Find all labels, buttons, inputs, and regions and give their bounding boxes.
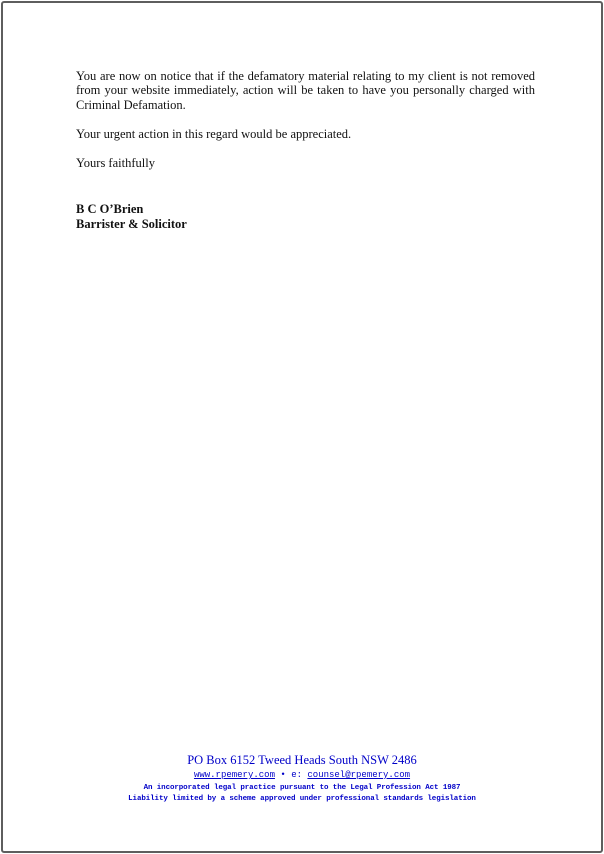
letter-body	[76, 69, 535, 231]
signature-name: B C O’Brien	[76, 202, 144, 217]
letter-page	[1, 1, 603, 853]
letterhead-footer	[3, 753, 601, 804]
signature-block	[76, 202, 535, 231]
bullet-separator: •	[280, 770, 286, 780]
footer-legal-practice-line: An incorporated legal practice pursuant to the Legal Profession Act 1987	[143, 784, 461, 792]
signature-title: Barrister & Solicitor	[76, 216, 187, 231]
email-prefix-label: e:	[291, 770, 302, 780]
letter-closing: Yours faithfully	[76, 156, 155, 171]
footer-liability-line: Liability limited by a scheme approved under professional standards legislation	[128, 794, 476, 803]
website-link[interactable]: www.rpemery.com	[193, 770, 275, 780]
footer-contact-line	[3, 768, 601, 783]
email-link[interactable]: counsel@rpemery.com	[307, 770, 411, 780]
letter-paragraph-notice: You are now on notice that if the defamatory material relating to my client is not removed from your website immediately, action will be taken to have you personally charged with Criminal Defamation.	[76, 69, 535, 112]
letter-paragraph-urgent-action: Your urgent action in this regard would be appreciated.	[76, 126, 352, 141]
footer-postal-address: PO Box 6152 Tweed Heads South NSW 2486	[187, 753, 417, 767]
